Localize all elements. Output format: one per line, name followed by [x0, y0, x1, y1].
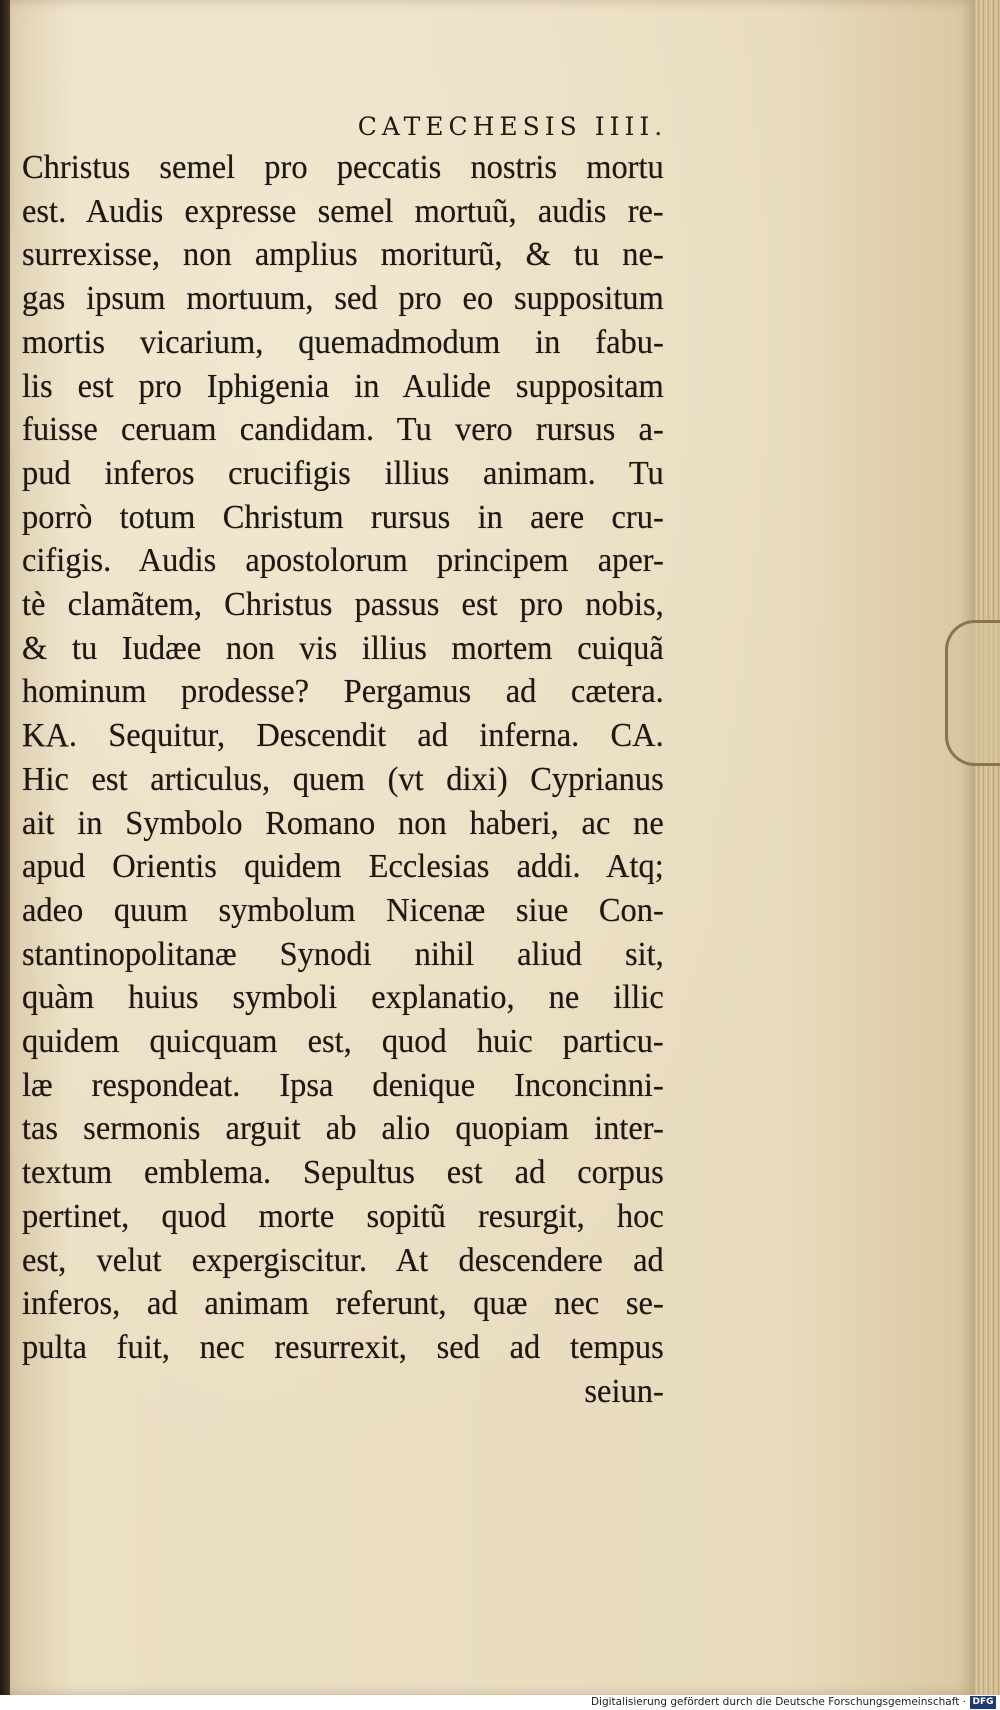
text-line: stantinopolitanæ Synodi nihil aliud sit, — [22, 935, 664, 973]
text-line: Hic est articulus, quem (vt dixi) Cyprianus — [22, 760, 664, 798]
text-line: porrò totum Christum rursus in aere cru- — [22, 498, 664, 536]
text-line: mortis vicarium, quemadmodum in fabu- — [22, 323, 664, 361]
catchword: seiun- — [584, 1372, 664, 1410]
running-header: CATECHESIS IIII. — [357, 112, 668, 141]
funding-credit: Digitalisierung gefördert durch die Deutsche Forschungsgemeinschaft · — [590, 1696, 966, 1708]
text-line: adeo quum symbolum Nicenæ siue Con- — [22, 891, 664, 929]
text-line: est, velut expergiscitur. At descendere ad — [22, 1241, 664, 1279]
scan-edge-left — [0, 0, 10, 1710]
text-line: ait in Symbolo Romano non haberi, ac ne — [22, 804, 664, 842]
page-fore-edge — [975, 0, 1000, 1695]
text-line: quidem quicquam est, quod huic particu- — [22, 1023, 664, 1061]
text-line: tas sermonis arguit ab alio quopiam inter- — [22, 1110, 664, 1148]
text-line: cifigis. Audis apostolorum principem aper- — [22, 542, 664, 580]
text-line: læ respondeat. Ipsa denique Inconcinni- — [22, 1066, 664, 1104]
text-line: quàm huius symboli explanatio, ne illic — [22, 979, 664, 1017]
text-line: hominum prodesse? Pergamus ad cætera. — [22, 673, 664, 711]
text-line: apud Orientis quidem Ecclesias addi. Atq; — [22, 848, 664, 886]
text-line: lis est pro Iphigenia in Aulide suppositam — [22, 367, 664, 405]
text-line: fuisse ceruam candidam. Tu vero rursus a- — [22, 411, 664, 449]
text-line: tè clamãtem, Christus passus est pro nobis, — [22, 586, 664, 624]
text-line: pud inferos crucifigis illius animam. Tu — [22, 454, 664, 492]
text-line: pulta fuit, nec resurrexit, sed ad tempus — [22, 1328, 664, 1366]
bookmark-clasp — [945, 620, 1000, 766]
text-line: ΚΑ. Sequitur, Descendit ad inferna. CA. — [22, 717, 664, 755]
body-text — [22, 146, 671, 1413]
text-line: est. Audis expresse semel mortuũ, audis re- — [22, 192, 664, 230]
text-line: & tu Iudæe non vis illius mortem cuiquã — [22, 629, 664, 667]
text-line: textum emblema. Sepultus est ad corpus — [22, 1154, 664, 1192]
text-line: surrexisse, non amplius moriturũ, & tu ne- — [22, 236, 664, 274]
text-line: inferos, ad animam referunt, quæ nec se- — [22, 1285, 664, 1323]
text-line: Christus semel pro peccatis nostris mortu — [22, 149, 664, 186]
text-line: pertinet, quod morte sopitũ resurgit, hoc — [22, 1197, 664, 1235]
dfg-logo: DFG — [970, 1696, 996, 1709]
text-line: gas ipsum mortuum, sed pro eo suppositum — [22, 280, 664, 318]
